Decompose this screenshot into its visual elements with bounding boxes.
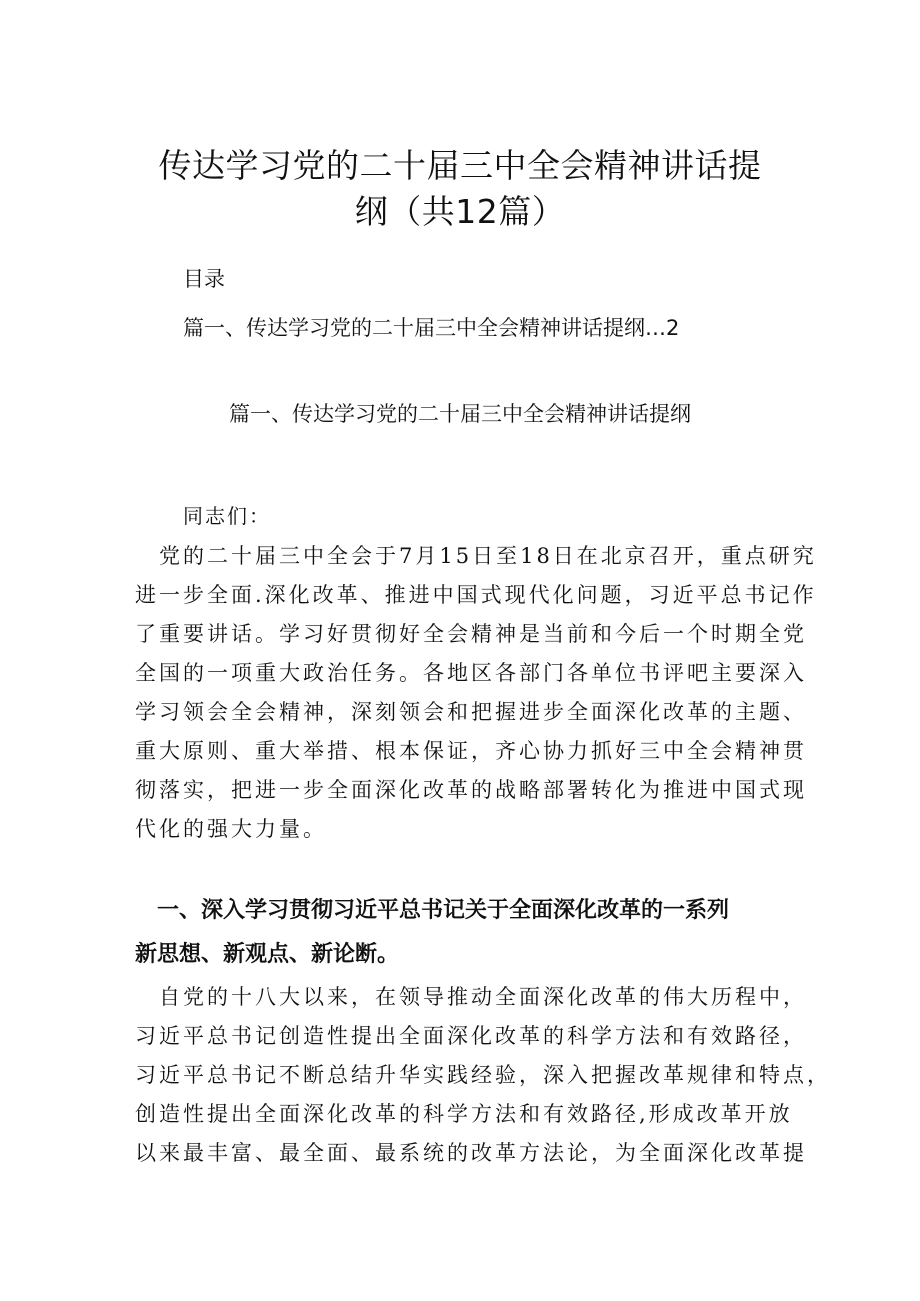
paragraph-line: 自党的十八大以来，在领导推动全面深化改革的伟大历程中，: [135, 985, 807, 1009]
paragraph-2: [135, 978, 831, 1173]
paragraph-line: 代化的强大力量。: [135, 817, 327, 841]
toc-heading: 目录: [183, 267, 225, 291]
paragraph-line: 全国的一项重大政治任务。各地区各部门各单位书评吧主要深入: [135, 661, 807, 685]
paragraph-line: 彻落实，把进一步全面深化改革的战略部署转化为推进中国式现: [135, 778, 807, 802]
paragraph-1: [135, 537, 817, 849]
paragraph-line: 进一步全面.深化改革、推进中国式现代化问题，习近平总书记作: [135, 583, 817, 607]
document-title-line-2: 纲（共12篇）: [354, 192, 566, 231]
section-title: 篇一、传达学习党的二十届三中全会精神讲话提纲: [229, 402, 691, 426]
paragraph-line: 重大原则、重大举措、根本保证，齐心协力抓好三中全会精神贯: [135, 739, 807, 763]
heading-line: 一、深入学习贯彻习近平总书记关于全面深化改革的一系列: [135, 898, 730, 923]
document-title-line-1: 传达学习党的二十届三中全会精神讲话提: [158, 146, 762, 185]
paragraph-line: 创造性提出全面深化改革的科学方法和有效路径,形成改革开放: [135, 1102, 793, 1126]
paragraph-line: 党的二十届三中全会于7月15日至18日在北京召开，重点研究: [135, 544, 817, 568]
paragraph-line: 习近平总书记创造性提出全面深化改革的科学方法和有效路径，: [135, 1024, 807, 1048]
paragraph-line: 以来最丰富、最全面、最系统的改革方法论，为全面深化改革提: [135, 1141, 807, 1165]
section-heading-1: [135, 889, 805, 977]
paragraph-line: 习近平总书记不断总结升华实践经验，深入把握改革规律和特点，: [135, 1063, 831, 1087]
paragraph-line: 学习领会全会精神，深刻领会和把握进步全面深化改革的主题、: [135, 700, 807, 724]
heading-line: 新思想、新观点、新论断。: [135, 942, 400, 967]
salutation: 同志们：: [183, 504, 271, 528]
paragraph-line: 了重要讲话。学习好贯彻好全会精神是当前和今后一个时期全党: [135, 622, 807, 646]
toc-item[interactable]: 篇一、传达学习党的二十届三中全会精神讲话提纲…2: [183, 316, 680, 340]
